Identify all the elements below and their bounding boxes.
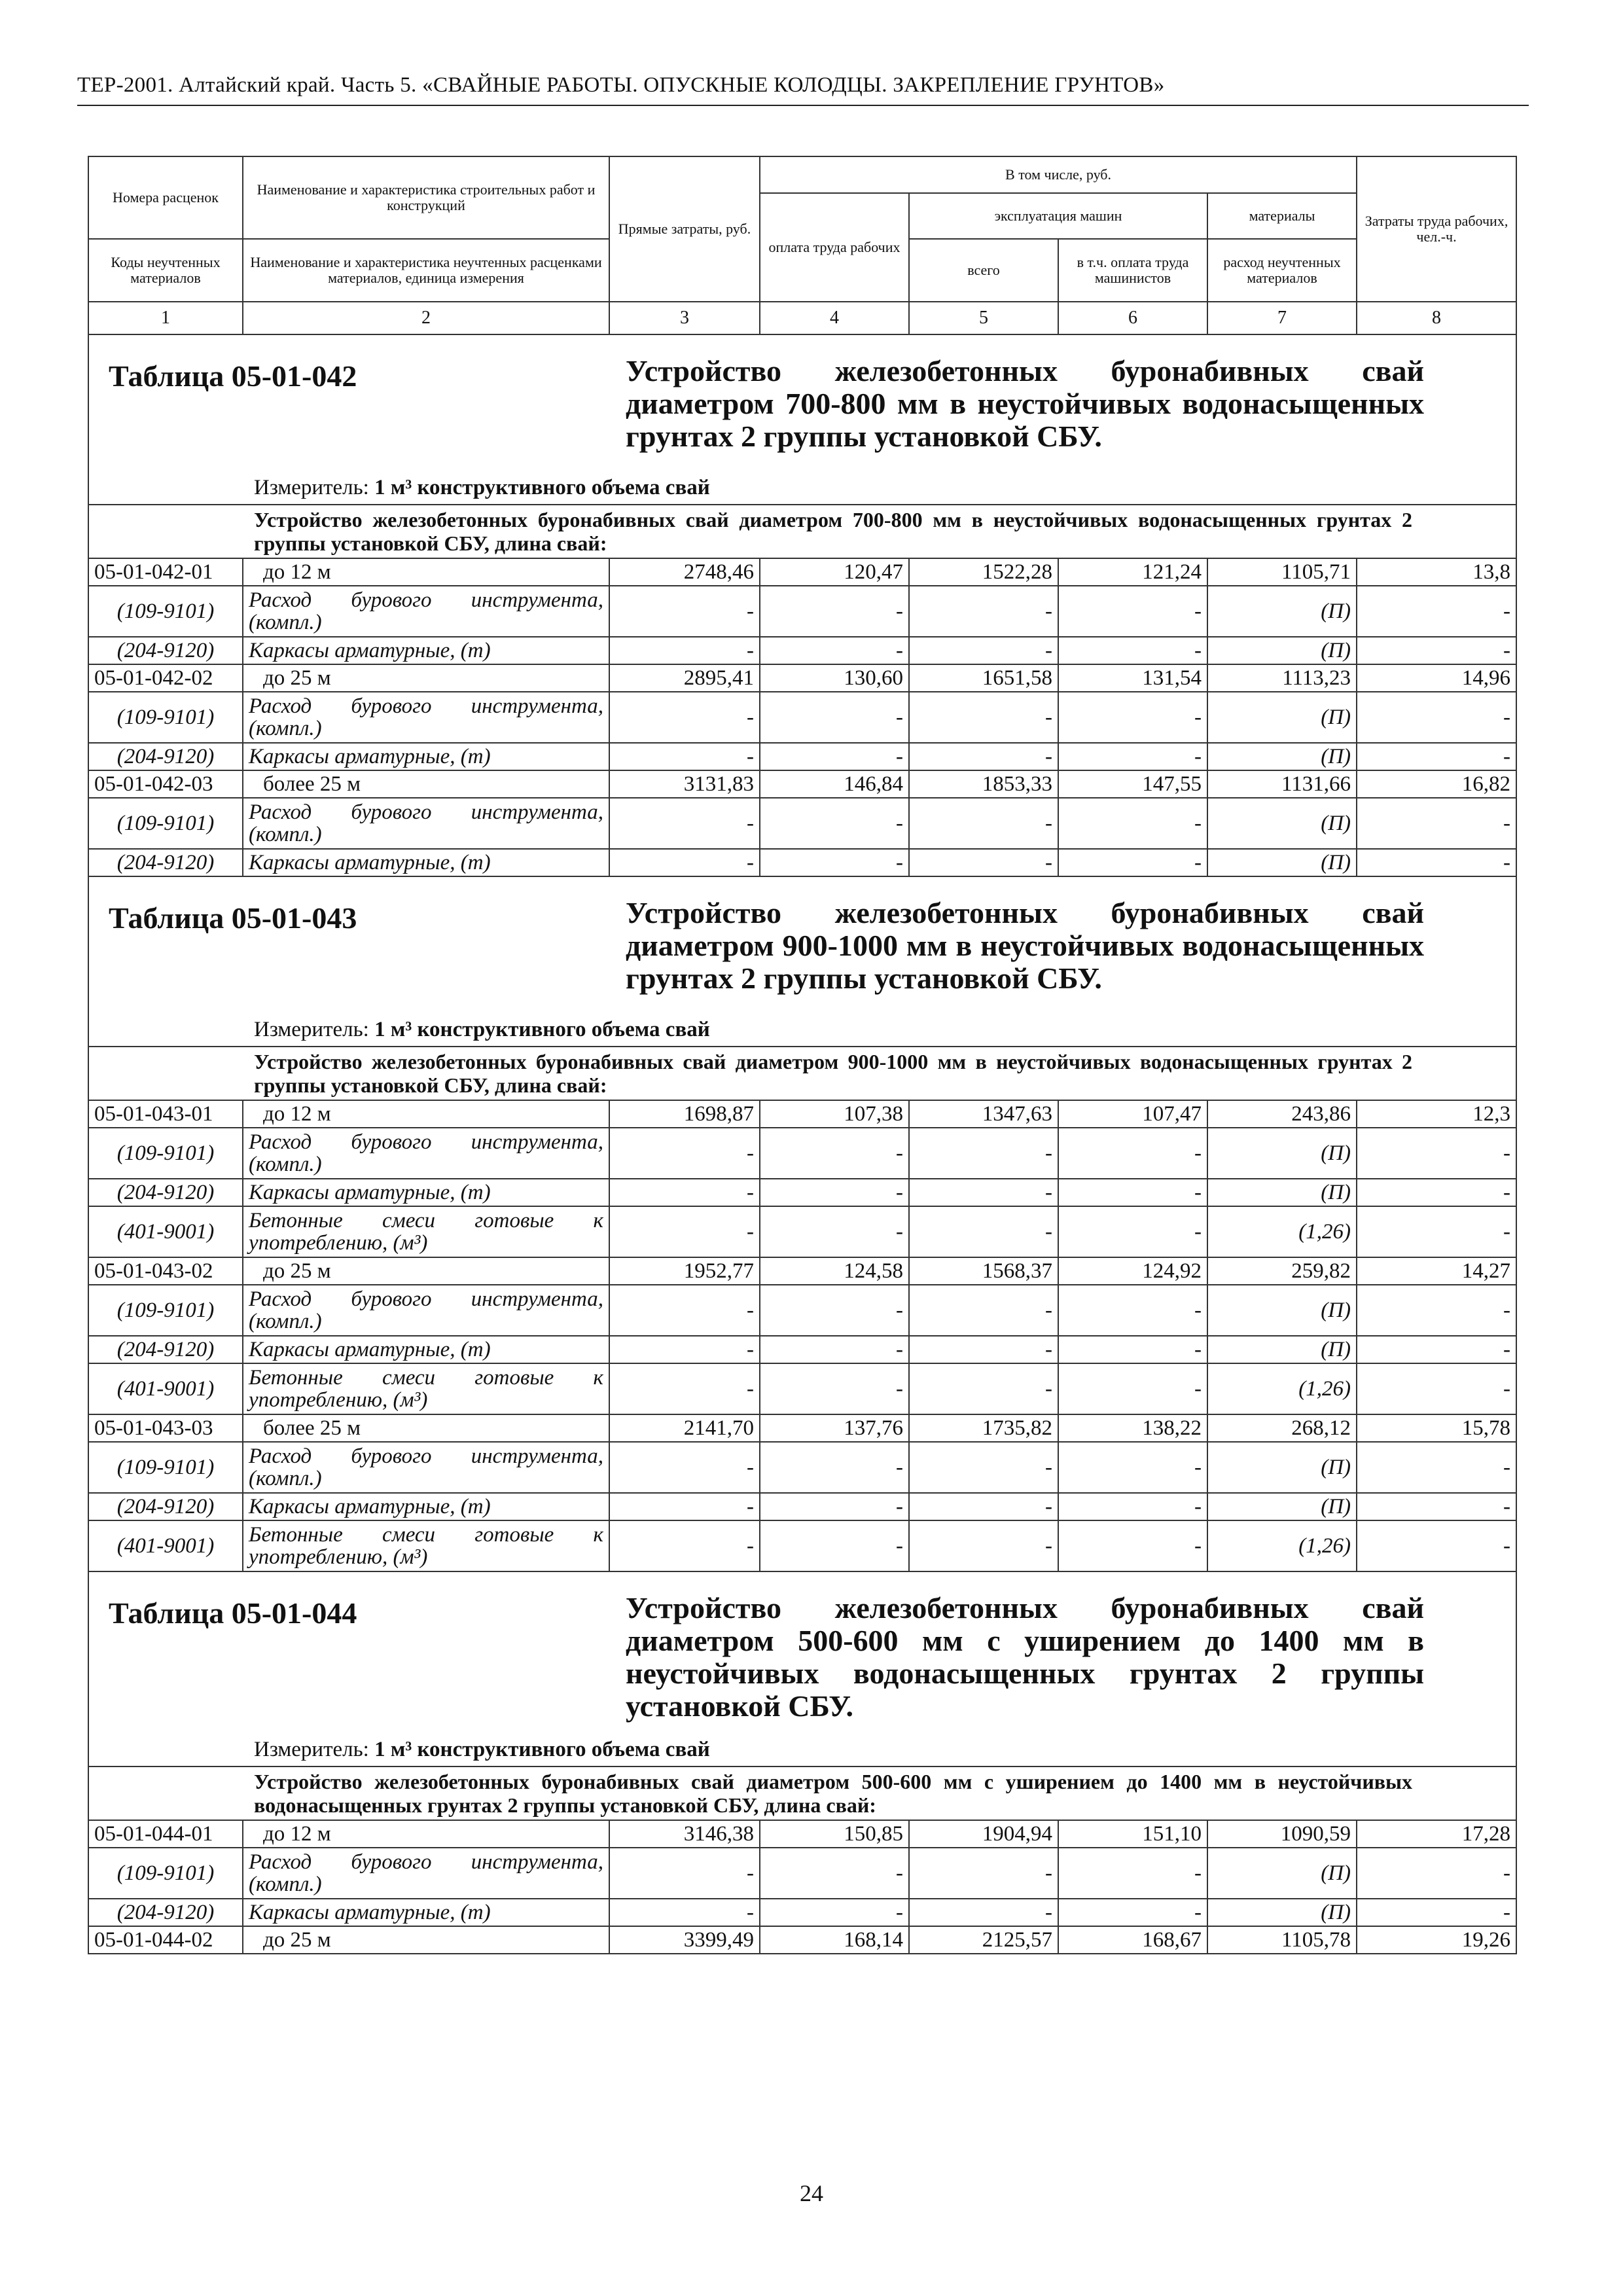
material-value: (П) bbox=[1207, 849, 1357, 876]
material-value: - bbox=[1357, 743, 1516, 770]
material-value: (П) bbox=[1207, 1848, 1357, 1899]
table-meter bbox=[254, 1018, 710, 1042]
table-title-block bbox=[88, 1571, 1516, 1767]
material-value: - bbox=[1058, 1128, 1207, 1179]
material-value: - bbox=[760, 1285, 909, 1336]
material-value: - bbox=[1058, 743, 1207, 770]
material-value: - bbox=[909, 743, 1058, 770]
material-value: - bbox=[609, 1520, 760, 1571]
material-value: - bbox=[1058, 849, 1207, 876]
rate-value: 138,22 bbox=[1058, 1414, 1207, 1442]
rate-code: 05-01-043-02 bbox=[88, 1257, 243, 1285]
material-value: (П) bbox=[1207, 1179, 1357, 1206]
header-unaccounted-materials: расход неучтенных материалов bbox=[1207, 239, 1357, 302]
rate-code: 05-01-042-01 bbox=[88, 558, 243, 586]
material-value: - bbox=[909, 637, 1058, 664]
material-row bbox=[88, 1493, 1516, 1520]
rate-value: 268,12 bbox=[1207, 1414, 1357, 1442]
material-value: - bbox=[1357, 1848, 1516, 1899]
material-value: - bbox=[760, 1336, 909, 1363]
material-value: - bbox=[1058, 1179, 1207, 1206]
material-value: - bbox=[760, 1179, 909, 1206]
section-heading-row bbox=[88, 1767, 1516, 1820]
material-value: - bbox=[909, 1493, 1058, 1520]
header-labor-costs: Затраты труда рабочих, чел.-ч. bbox=[1357, 156, 1516, 302]
material-value: - bbox=[1058, 1899, 1207, 1926]
rate-value: 1698,87 bbox=[609, 1100, 760, 1128]
rate-value: 168,67 bbox=[1058, 1926, 1207, 1954]
material-row bbox=[88, 1363, 1516, 1414]
rate-value: 12,3 bbox=[1357, 1100, 1516, 1128]
rate-value: 1113,23 bbox=[1207, 664, 1357, 692]
material-value: - bbox=[609, 1336, 760, 1363]
material-code: (401-9001) bbox=[88, 1520, 243, 1571]
rate-name: до 25 м bbox=[243, 1926, 609, 1954]
material-code: (401-9001) bbox=[88, 1363, 243, 1414]
rate-value: 1952,77 bbox=[609, 1257, 760, 1285]
material-value: - bbox=[909, 1442, 1058, 1493]
material-value: - bbox=[1357, 1363, 1516, 1414]
rate-name: до 25 м bbox=[243, 1257, 609, 1285]
rate-value: 1131,66 bbox=[1207, 770, 1357, 798]
material-code: (109-9101) bbox=[88, 798, 243, 849]
material-value: - bbox=[1058, 1363, 1207, 1414]
material-value: (П) bbox=[1207, 798, 1357, 849]
rate-value: 1090,59 bbox=[1207, 1820, 1357, 1848]
material-value: - bbox=[760, 798, 909, 849]
material-value: - bbox=[609, 849, 760, 876]
rate-value: 3131,83 bbox=[609, 770, 760, 798]
material-row bbox=[88, 1520, 1516, 1571]
material-value: - bbox=[1357, 1285, 1516, 1336]
material-value: - bbox=[609, 1206, 760, 1257]
rates-table bbox=[88, 156, 1517, 1954]
rate-row bbox=[88, 1820, 1516, 1848]
material-code: (109-9101) bbox=[88, 1128, 243, 1179]
material-row bbox=[88, 1848, 1516, 1899]
table-title-block bbox=[88, 334, 1516, 505]
material-value: - bbox=[760, 1520, 909, 1571]
table-title-row bbox=[88, 876, 1516, 1047]
column-number: 6 bbox=[1058, 302, 1207, 334]
column-numbers-row bbox=[88, 302, 1516, 334]
section-heading-row bbox=[88, 505, 1516, 558]
material-value: - bbox=[1058, 1285, 1207, 1336]
material-value: - bbox=[609, 1442, 760, 1493]
material-value: - bbox=[760, 1493, 909, 1520]
material-row bbox=[88, 1206, 1516, 1257]
rate-name: до 12 м bbox=[243, 558, 609, 586]
rate-value: 17,28 bbox=[1357, 1820, 1516, 1848]
material-value: - bbox=[909, 1128, 1058, 1179]
material-value: - bbox=[1058, 586, 1207, 637]
rate-value: 1105,78 bbox=[1207, 1926, 1357, 1954]
material-value: - bbox=[1357, 1206, 1516, 1257]
table-title-row bbox=[88, 1571, 1516, 1767]
material-value: - bbox=[1357, 692, 1516, 743]
material-row bbox=[88, 1179, 1516, 1206]
material-name: Каркасы арматурные, (т) bbox=[243, 1336, 609, 1363]
rate-row bbox=[88, 1100, 1516, 1128]
section-heading-row bbox=[88, 1047, 1516, 1100]
material-value: - bbox=[609, 1899, 760, 1926]
material-value: - bbox=[1357, 1179, 1516, 1206]
material-name: Расход бурового инструмента, (компл.) bbox=[243, 1128, 609, 1179]
material-row bbox=[88, 1336, 1516, 1363]
table-heading: Устройство железобетонных буронабивных свай диаметром 700-800 мм в неустойчивых водонасыщенных грунтах 2 группы установкой СБУ. bbox=[626, 354, 1425, 453]
header-machines-total: всего bbox=[909, 239, 1058, 302]
rate-name: до 25 м bbox=[243, 664, 609, 692]
rate-value: 147,55 bbox=[1058, 770, 1207, 798]
material-value: (П) bbox=[1207, 637, 1357, 664]
material-value: - bbox=[909, 1285, 1058, 1336]
material-value: - bbox=[909, 1848, 1058, 1899]
material-value: (1,26) bbox=[1207, 1206, 1357, 1257]
header-materials: материалы bbox=[1207, 193, 1357, 239]
rate-value: 14,27 bbox=[1357, 1257, 1516, 1285]
material-value: - bbox=[1357, 798, 1516, 849]
rate-code: 05-01-042-02 bbox=[88, 664, 243, 692]
material-value: - bbox=[1357, 586, 1516, 637]
rate-name: более 25 м bbox=[243, 770, 609, 798]
header-machinists-pay: в т.ч. оплата труда машинистов bbox=[1058, 239, 1207, 302]
material-name: Бетонные смеси готовые к употреблению, (м³) bbox=[243, 1520, 609, 1571]
header-rule bbox=[77, 105, 1529, 106]
header-material-names: Наименование и характеристика неучтенных расценками материалов, единица измерения bbox=[243, 239, 609, 302]
rate-value: 2748,46 bbox=[609, 558, 760, 586]
material-value: - bbox=[909, 1520, 1058, 1571]
material-code: (204-9120) bbox=[88, 1899, 243, 1926]
column-number: 8 bbox=[1357, 302, 1516, 334]
rate-value: 16,82 bbox=[1357, 770, 1516, 798]
section-heading: Устройство железобетонных буронабивных свай диаметром 700-800 мм в неустойчивых водонасыщенных грунтах 2 группы установкой СБУ, длина свай: bbox=[88, 505, 1516, 558]
material-code: (109-9101) bbox=[88, 1442, 243, 1493]
section-heading: Устройство железобетонных буронабивных свай диаметром 500-600 мм с уширением до 1400 мм в неустойчивых водонасыщенных грунтах 2 группы установкой СБУ, длина свай: bbox=[88, 1767, 1516, 1820]
material-value: - bbox=[1357, 1128, 1516, 1179]
material-value: - bbox=[909, 1336, 1058, 1363]
material-value: (П) bbox=[1207, 743, 1357, 770]
material-value: - bbox=[1357, 1520, 1516, 1571]
rate-value: 1347,63 bbox=[909, 1100, 1058, 1128]
column-number: 7 bbox=[1207, 302, 1357, 334]
table-label: Таблица 05-01-044 bbox=[109, 1596, 357, 1630]
material-code: (204-9120) bbox=[88, 743, 243, 770]
material-name: Расход бурового инструмента, (компл.) bbox=[243, 1442, 609, 1493]
material-value: (П) bbox=[1207, 1336, 1357, 1363]
table-label: Таблица 05-01-043 bbox=[109, 901, 357, 935]
material-name: Расход бурового инструмента, (компл.) bbox=[243, 798, 609, 849]
material-value: (П) bbox=[1207, 1899, 1357, 1926]
material-name: Каркасы арматурные, (т) bbox=[243, 637, 609, 664]
material-value: - bbox=[609, 743, 760, 770]
material-value: - bbox=[909, 1206, 1058, 1257]
material-value: - bbox=[1058, 692, 1207, 743]
rate-value: 168,14 bbox=[760, 1926, 909, 1954]
rate-value: 107,47 bbox=[1058, 1100, 1207, 1128]
meter-prefix: Измеритель: bbox=[254, 1738, 369, 1761]
rate-code: 05-01-042-03 bbox=[88, 770, 243, 798]
rate-value: 146,84 bbox=[760, 770, 909, 798]
material-name: Расход бурового инструмента, (компл.) bbox=[243, 692, 609, 743]
material-value: - bbox=[1357, 1899, 1516, 1926]
rate-value: 2125,57 bbox=[909, 1926, 1058, 1954]
material-value: (П) bbox=[1207, 586, 1357, 637]
column-number: 1 bbox=[88, 302, 243, 334]
meter-unit: 1 м³ конструктивного объема свай bbox=[374, 1738, 710, 1761]
rate-row bbox=[88, 1414, 1516, 1442]
material-name: Каркасы арматурные, (т) bbox=[243, 1493, 609, 1520]
material-value: - bbox=[609, 1179, 760, 1206]
material-code: (204-9120) bbox=[88, 637, 243, 664]
material-value: - bbox=[1058, 637, 1207, 664]
material-code: (204-9120) bbox=[88, 849, 243, 876]
header-direct-costs: Прямые затраты, руб. bbox=[609, 156, 760, 302]
material-row bbox=[88, 586, 1516, 637]
material-value: - bbox=[1058, 798, 1207, 849]
rate-value: 1105,71 bbox=[1207, 558, 1357, 586]
rate-row bbox=[88, 558, 1516, 586]
rate-value: 1522,28 bbox=[909, 558, 1058, 586]
material-value: (П) bbox=[1207, 1128, 1357, 1179]
rate-value: 14,96 bbox=[1357, 664, 1516, 692]
material-value: - bbox=[1058, 1442, 1207, 1493]
rate-value: 243,86 bbox=[1207, 1100, 1357, 1128]
material-value: - bbox=[609, 1848, 760, 1899]
rate-value: 19,26 bbox=[1357, 1926, 1516, 1954]
material-value: - bbox=[760, 637, 909, 664]
rate-name: более 25 м bbox=[243, 1414, 609, 1442]
header-rate-numbers: Номера расценок bbox=[88, 156, 243, 239]
material-value: - bbox=[1357, 849, 1516, 876]
material-name: Бетонные смеси готовые к употреблению, (м³) bbox=[243, 1363, 609, 1414]
material-value: - bbox=[760, 692, 909, 743]
material-code: (109-9101) bbox=[88, 692, 243, 743]
rate-code: 05-01-043-01 bbox=[88, 1100, 243, 1128]
material-value: (П) bbox=[1207, 1442, 1357, 1493]
material-value: - bbox=[609, 637, 760, 664]
header-work-name: Наименование и характеристика строительных работ и конструкций bbox=[243, 156, 609, 239]
rate-row bbox=[88, 664, 1516, 692]
material-value: - bbox=[909, 1179, 1058, 1206]
rate-value: 3146,38 bbox=[609, 1820, 760, 1848]
rate-value: 1735,82 bbox=[909, 1414, 1058, 1442]
column-number: 4 bbox=[760, 302, 909, 334]
material-value: - bbox=[760, 1899, 909, 1926]
material-value: - bbox=[760, 1128, 909, 1179]
material-value: - bbox=[909, 586, 1058, 637]
rate-value: 151,10 bbox=[1058, 1820, 1207, 1848]
material-value: - bbox=[760, 849, 909, 876]
header-machines: эксплуатация машин bbox=[909, 193, 1207, 239]
material-code: (109-9101) bbox=[88, 1848, 243, 1899]
table-heading: Устройство железобетонных буронабивных свай диаметром 500-600 мм с уширением до 1400 мм в неустойчивых водонасыщенных грунтах 2 группы установкой СБУ. bbox=[626, 1591, 1425, 1723]
material-value: - bbox=[1357, 1442, 1516, 1493]
material-code: (401-9001) bbox=[88, 1206, 243, 1257]
material-row bbox=[88, 1285, 1516, 1336]
material-value: - bbox=[609, 1128, 760, 1179]
header-material-codes: Коды неучтенных материалов bbox=[88, 239, 243, 302]
material-row bbox=[88, 637, 1516, 664]
material-name: Каркасы арматурные, (т) bbox=[243, 743, 609, 770]
rate-value: 3399,49 bbox=[609, 1926, 760, 1954]
rate-value: 107,38 bbox=[760, 1100, 909, 1128]
material-value: - bbox=[1058, 1336, 1207, 1363]
rate-value: 120,47 bbox=[760, 558, 909, 586]
material-value: - bbox=[1058, 1206, 1207, 1257]
material-value: - bbox=[760, 1848, 909, 1899]
material-value: - bbox=[1058, 1520, 1207, 1571]
material-code: (204-9120) bbox=[88, 1493, 243, 1520]
material-value: - bbox=[909, 1899, 1058, 1926]
running-head: ТЕР-2001. Алтайский край. Часть 5. «СВАЙНЫЕ РАБОТЫ. ОПУСКНЫЕ КОЛОДЦЫ. ЗАКРЕПЛЕНИЕ ГРУНТОВ» bbox=[77, 73, 1165, 97]
table-title-block bbox=[88, 876, 1516, 1047]
material-value: - bbox=[760, 586, 909, 637]
rate-code: 05-01-044-01 bbox=[88, 1820, 243, 1848]
material-value: (1,26) bbox=[1207, 1363, 1357, 1414]
rate-value: 150,85 bbox=[760, 1820, 909, 1848]
table-label: Таблица 05-01-042 bbox=[109, 359, 357, 393]
material-row bbox=[88, 849, 1516, 876]
rate-value: 131,54 bbox=[1058, 664, 1207, 692]
table-meter bbox=[254, 476, 710, 500]
header-workers-pay: оплата труда рабочих bbox=[760, 193, 909, 302]
section-heading: Устройство железобетонных буронабивных свай диаметром 900-1000 мм в неустойчивых водонасыщенных грунтах 2 группы установкой СБУ, длина свай: bbox=[88, 1047, 1516, 1100]
rate-value: 1651,58 bbox=[909, 664, 1058, 692]
rate-code: 05-01-043-03 bbox=[88, 1414, 243, 1442]
material-value: - bbox=[909, 849, 1058, 876]
column-number: 2 bbox=[243, 302, 609, 334]
material-code: (204-9120) bbox=[88, 1336, 243, 1363]
rate-value: 1904,94 bbox=[909, 1820, 1058, 1848]
material-name: Каркасы арматурные, (т) bbox=[243, 849, 609, 876]
rate-row bbox=[88, 1926, 1516, 1954]
material-code: (204-9120) bbox=[88, 1179, 243, 1206]
column-number: 5 bbox=[909, 302, 1058, 334]
material-value: - bbox=[609, 1285, 760, 1336]
rate-value: 13,8 bbox=[1357, 558, 1516, 586]
material-name: Расход бурового инструмента, (компл.) bbox=[243, 1848, 609, 1899]
material-value: - bbox=[760, 1442, 909, 1493]
rate-row bbox=[88, 770, 1516, 798]
meter-unit: 1 м³ конструктивного объема свай bbox=[374, 1018, 710, 1041]
material-code: (109-9101) bbox=[88, 1285, 243, 1336]
material-value: - bbox=[609, 692, 760, 743]
material-row bbox=[88, 798, 1516, 849]
material-row bbox=[88, 1128, 1516, 1179]
material-row bbox=[88, 743, 1516, 770]
material-value: - bbox=[1058, 1493, 1207, 1520]
rate-value: 1568,37 bbox=[909, 1257, 1058, 1285]
material-name: Каркасы арматурные, (т) bbox=[243, 1179, 609, 1206]
material-value: - bbox=[909, 692, 1058, 743]
meter-prefix: Измеритель: bbox=[254, 1018, 369, 1041]
rate-value: 2141,70 bbox=[609, 1414, 760, 1442]
rate-value: 121,24 bbox=[1058, 558, 1207, 586]
material-row bbox=[88, 1442, 1516, 1493]
page-number: 24 bbox=[800, 2180, 823, 2206]
material-value: - bbox=[609, 1363, 760, 1414]
rate-value: 1853,33 bbox=[909, 770, 1058, 798]
material-value: - bbox=[609, 1493, 760, 1520]
material-value: - bbox=[1357, 1493, 1516, 1520]
rate-name: до 12 м bbox=[243, 1100, 609, 1128]
meter-prefix: Измеритель: bbox=[254, 476, 369, 499]
material-row bbox=[88, 692, 1516, 743]
material-value: (П) bbox=[1207, 692, 1357, 743]
material-name: Бетонные смеси готовые к употреблению, (м³) bbox=[243, 1206, 609, 1257]
material-value: (П) bbox=[1207, 1285, 1357, 1336]
material-value: - bbox=[609, 798, 760, 849]
material-value: - bbox=[760, 743, 909, 770]
rate-code: 05-01-044-02 bbox=[88, 1926, 243, 1954]
rate-value: 124,58 bbox=[760, 1257, 909, 1285]
material-value: - bbox=[909, 798, 1058, 849]
table-title-row bbox=[88, 334, 1516, 505]
rate-value: 2895,41 bbox=[609, 664, 760, 692]
material-value: - bbox=[1357, 1336, 1516, 1363]
material-value: - bbox=[760, 1206, 909, 1257]
material-value: - bbox=[909, 1363, 1058, 1414]
header-group-including: В том числе, руб. bbox=[760, 156, 1357, 193]
material-name: Расход бурового инструмента, (компл.) bbox=[243, 586, 609, 637]
material-value: (1,26) bbox=[1207, 1520, 1357, 1571]
table-heading: Устройство железобетонных буронабивных свай диаметром 900-1000 мм в неустойчивых водонасыщенных грунтах 2 группы установкой СБУ. bbox=[626, 896, 1425, 995]
material-name: Каркасы арматурные, (т) bbox=[243, 1899, 609, 1926]
material-value: - bbox=[1058, 1848, 1207, 1899]
material-value: - bbox=[760, 1363, 909, 1414]
rate-row bbox=[88, 1257, 1516, 1285]
material-value: - bbox=[609, 586, 760, 637]
rate-value: 137,76 bbox=[760, 1414, 909, 1442]
rate-value: 130,60 bbox=[760, 664, 909, 692]
material-value: (П) bbox=[1207, 1493, 1357, 1520]
meter-unit: 1 м³ конструктивного объема свай bbox=[374, 476, 710, 499]
material-code: (109-9101) bbox=[88, 586, 243, 637]
rate-name: до 12 м bbox=[243, 1820, 609, 1848]
material-value: - bbox=[1357, 637, 1516, 664]
rate-value: 124,92 bbox=[1058, 1257, 1207, 1285]
material-name: Расход бурового инструмента, (компл.) bbox=[243, 1285, 609, 1336]
material-row bbox=[88, 1899, 1516, 1926]
rate-value: 15,78 bbox=[1357, 1414, 1516, 1442]
rate-value: 259,82 bbox=[1207, 1257, 1357, 1285]
column-number: 3 bbox=[609, 302, 760, 334]
table-meter bbox=[254, 1738, 710, 1762]
